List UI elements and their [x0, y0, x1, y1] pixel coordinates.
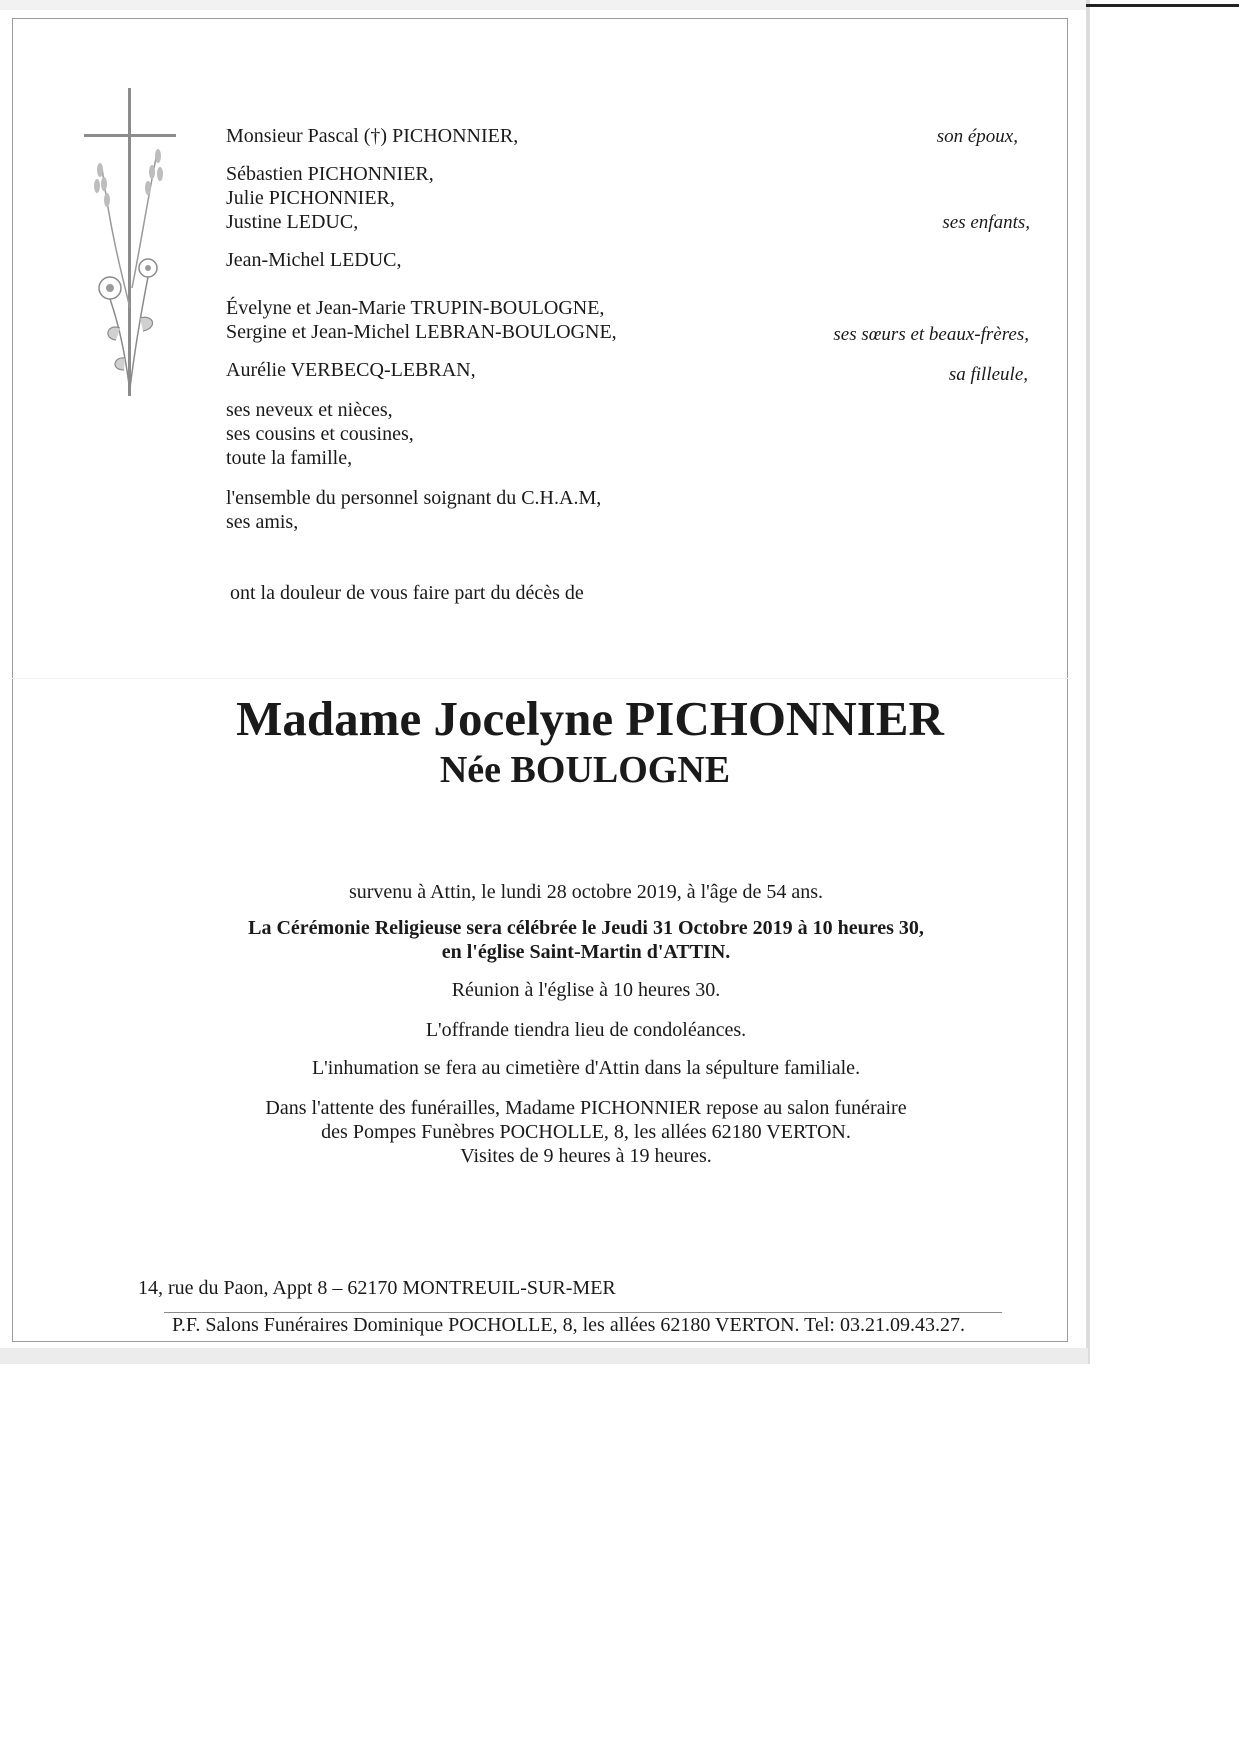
relatives-line-2: ses cousins et cousines,	[226, 423, 414, 445]
ceremony-line-2: en l'église Saint-Martin d'ATTIN.	[441, 941, 731, 963]
deceased-name: Madame Jocelyne PICHONNIER	[236, 691, 944, 746]
child-name-3: Justine LEDUC,	[226, 211, 359, 233]
visits-text: Visites de 9 heures à 19 heures.	[460, 1145, 712, 1167]
scan-corner-line	[1086, 4, 1239, 7]
footer-rule	[164, 1312, 1002, 1313]
fold-line	[12, 678, 1068, 679]
child-name-1: Sébastien PICHONNIER,	[226, 163, 434, 185]
sibling-name-2: Sergine et Jean-Michel LEBRAN-BOULOGNE,	[226, 321, 617, 343]
scan-edge-right	[1086, 0, 1090, 1364]
cross-with-flowers-icon	[80, 88, 180, 400]
scan-bottom-shadow	[0, 1348, 1088, 1364]
rest-line-2: des Pompes Funèbres POCHOLLE, 8, les allées 62180 VERTON.	[321, 1121, 851, 1143]
spouse-role: son époux,	[936, 126, 1018, 147]
rest-line-1: Dans l'attente des funérailles, Madame PICHONNIER repose au salon funéraire	[265, 1097, 907, 1119]
scan-edge-top	[0, 0, 1086, 10]
offering-text: L'offrande tiendra lieu de condoléances.	[425, 1019, 747, 1041]
others-line-2: ses amis,	[226, 511, 299, 533]
ceremony-line-1: La Cérémonie Religieuse sera célébrée le Jeudi 31 Octobre 2019 à 10 heures 30,	[248, 917, 924, 939]
relatives-line-1: ses neveux et nièces,	[226, 399, 393, 421]
burial-details	[200, 1056, 972, 1080]
ceremony-details	[200, 916, 972, 964]
goddaughter-role: sa filleule,	[948, 364, 1028, 385]
sibling-name-1: Évelyne et Jean-Marie TRUPIN-BOULOGNE,	[226, 297, 605, 319]
others-line-1: l'ensemble du personnel soignant du C.H.A.M,	[226, 487, 602, 509]
son-in-law-name: Jean-Michel LEDUC,	[226, 249, 402, 271]
child-name-2: Julie PICHONNIER,	[226, 187, 395, 209]
spouse-name: Monsieur Pascal (†) PICHONNIER,	[226, 125, 519, 147]
siblings-role: ses sœurs et beaux-frères,	[833, 324, 1029, 345]
death-details	[200, 880, 972, 904]
announcement-text: ont la douleur de vous faire part du décès de	[230, 582, 584, 604]
meeting-details	[200, 978, 972, 1002]
funeral-home-footer: P.F. Salons Funéraires Dominique POCHOLLE, 8, les allées 62180 VERTON. Tel: 03.21.09.43.27.	[172, 1314, 965, 1336]
children-role: ses enfants,	[942, 212, 1030, 233]
burial-text: L'inhumation se fera au cimetière d'Attin dans la sépulture familiale.	[311, 1057, 861, 1079]
family-address: 14, rue du Paon, Appt 8 – 62170 MONTREUIL-SUR-MER	[138, 1277, 616, 1299]
goddaughter-name: Aurélie VERBECQ-LEBRAN,	[226, 359, 476, 381]
offering-details	[200, 1018, 972, 1042]
meeting-text: Réunion à l'église à 10 heures 30.	[451, 979, 721, 1001]
rest-details	[200, 1096, 972, 1168]
deceased-birth-name: Née BOULOGNE	[439, 749, 731, 791]
death-text: survenu à Attin, le lundi 28 octobre 2019, à l'âge de 54 ans.	[348, 881, 824, 903]
relatives-line-3: toute la famille,	[226, 447, 353, 469]
